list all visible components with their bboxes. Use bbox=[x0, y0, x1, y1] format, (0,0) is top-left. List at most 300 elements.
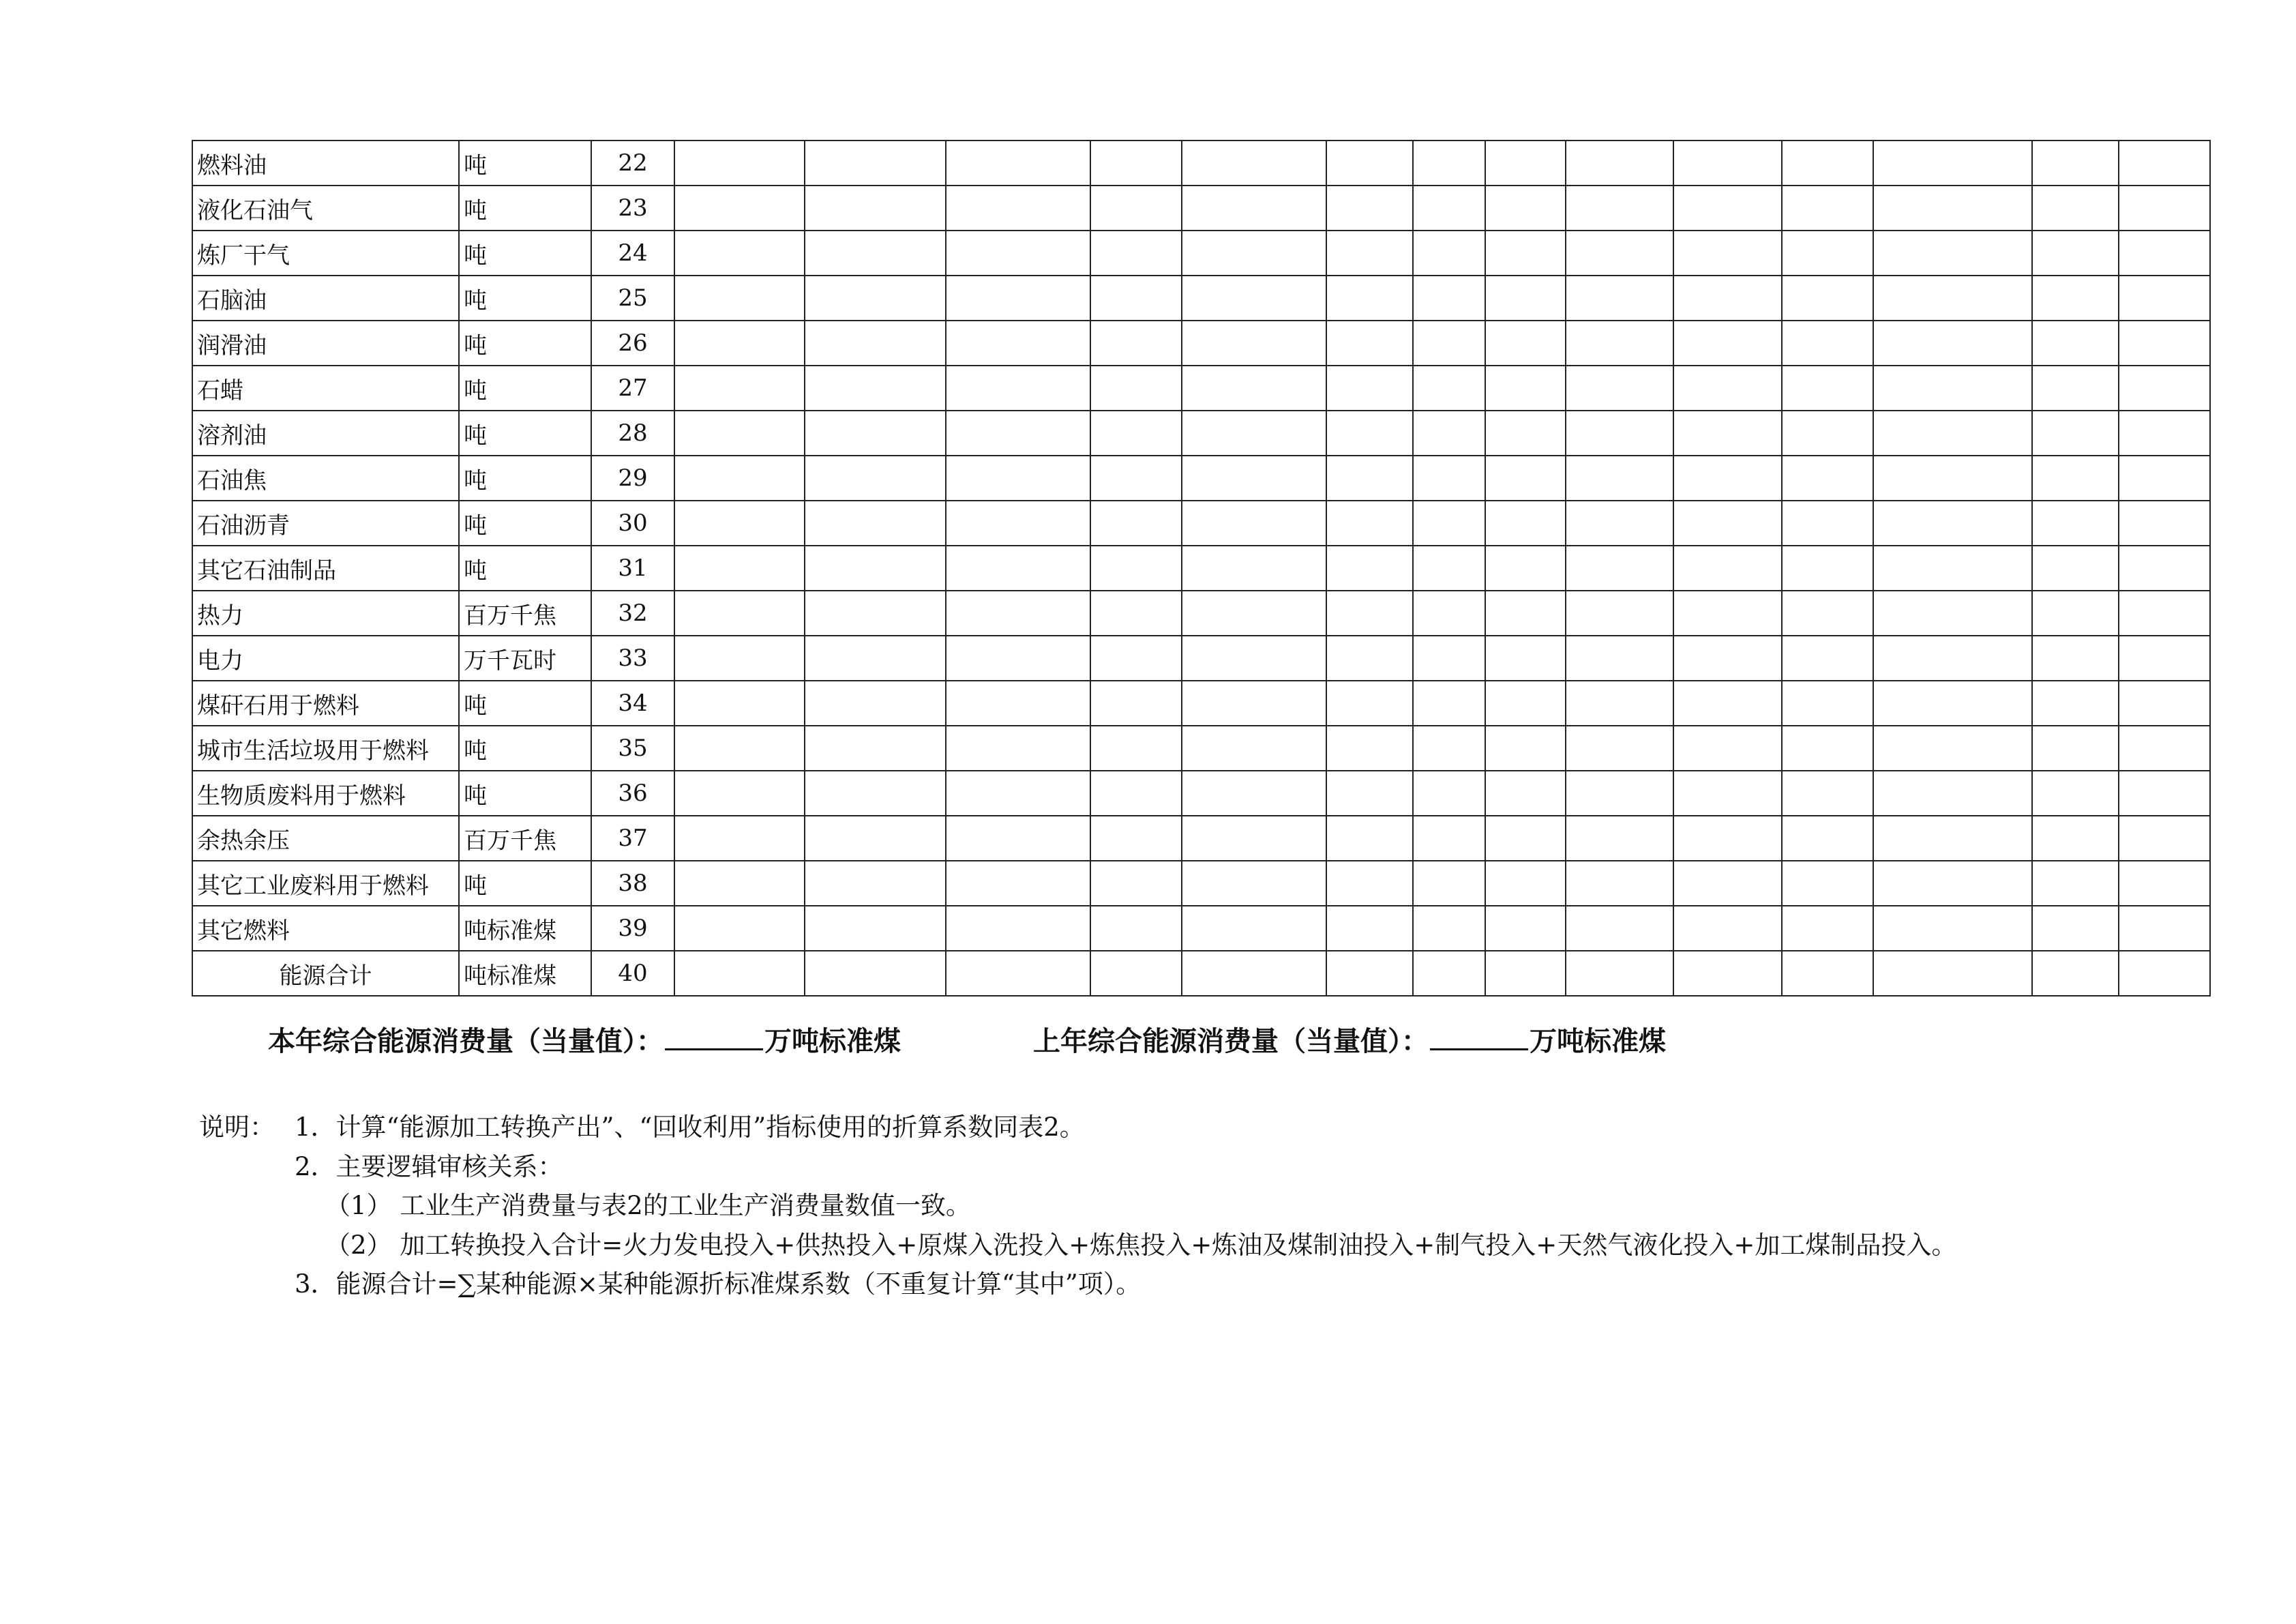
data-cell[interactable] bbox=[946, 186, 1090, 231]
data-cell[interactable] bbox=[2119, 591, 2210, 636]
data-cell[interactable] bbox=[1485, 186, 1566, 231]
data-cell[interactable] bbox=[2119, 501, 2210, 546]
data-cell[interactable] bbox=[2032, 411, 2119, 456]
data-cell[interactable] bbox=[1090, 456, 1182, 501]
data-cell[interactable] bbox=[2119, 366, 2210, 411]
data-cell[interactable] bbox=[946, 321, 1090, 366]
data-cell[interactable] bbox=[1413, 411, 1485, 456]
data-cell[interactable] bbox=[1566, 951, 1673, 996]
data-cell[interactable] bbox=[1413, 861, 1485, 906]
energy-name-cell: 电力 bbox=[192, 636, 459, 681]
data-cell[interactable] bbox=[1413, 231, 1485, 276]
data-cell[interactable] bbox=[1566, 411, 1673, 456]
data-cell[interactable] bbox=[1182, 546, 1326, 591]
data-cell[interactable] bbox=[674, 501, 805, 546]
data-cell[interactable] bbox=[1673, 186, 1782, 231]
data-cell[interactable] bbox=[1182, 726, 1326, 771]
data-cell[interactable] bbox=[1873, 501, 2032, 546]
energy-name-cell: 煤矸石用于燃料 bbox=[192, 681, 459, 726]
data-cell[interactable] bbox=[946, 771, 1090, 816]
energy-name-cell: 其它工业废料用于燃料 bbox=[192, 861, 459, 906]
data-cell[interactable] bbox=[1782, 321, 1873, 366]
data-cell[interactable] bbox=[1873, 681, 2032, 726]
table-row bbox=[192, 411, 2210, 456]
data-cell[interactable] bbox=[1326, 231, 1413, 276]
data-cell[interactable] bbox=[674, 906, 805, 951]
data-cell[interactable] bbox=[1413, 366, 1485, 411]
data-cell[interactable] bbox=[1485, 366, 1566, 411]
data-cell[interactable] bbox=[1782, 231, 1873, 276]
code-cell: 29 bbox=[591, 456, 674, 501]
data-cell[interactable] bbox=[1326, 141, 1413, 186]
data-cell[interactable] bbox=[1326, 321, 1413, 366]
data-cell[interactable] bbox=[1485, 906, 1566, 951]
data-cell[interactable] bbox=[2119, 861, 2210, 906]
data-cell[interactable] bbox=[2119, 771, 2210, 816]
data-cell[interactable] bbox=[1485, 411, 1566, 456]
data-cell[interactable] bbox=[1326, 546, 1413, 591]
data-cell[interactable] bbox=[1413, 906, 1485, 951]
data-cell[interactable] bbox=[2032, 231, 2119, 276]
code-cell: 34 bbox=[591, 681, 674, 726]
data-cell[interactable] bbox=[1566, 636, 1673, 681]
data-cell[interactable] bbox=[2032, 636, 2119, 681]
data-cell[interactable] bbox=[1566, 861, 1673, 906]
data-cell[interactable] bbox=[1485, 951, 1566, 996]
table-row bbox=[192, 276, 2210, 321]
data-cell[interactable] bbox=[1090, 681, 1182, 726]
energy-name-cell: 燃料油 bbox=[192, 141, 459, 186]
data-cell[interactable] bbox=[1182, 816, 1326, 861]
data-cell[interactable] bbox=[2119, 411, 2210, 456]
data-cell[interactable] bbox=[1090, 276, 1182, 321]
data-cell[interactable] bbox=[1873, 861, 2032, 906]
data-cell[interactable] bbox=[1326, 816, 1413, 861]
data-cell[interactable] bbox=[1873, 906, 2032, 951]
table-row bbox=[192, 816, 2210, 861]
data-cell[interactable] bbox=[2032, 276, 2119, 321]
data-cell[interactable] bbox=[674, 276, 805, 321]
data-cell[interactable] bbox=[1485, 726, 1566, 771]
data-cell[interactable] bbox=[1485, 591, 1566, 636]
data-cell[interactable] bbox=[805, 591, 946, 636]
data-cell[interactable] bbox=[1485, 321, 1566, 366]
data-cell[interactable] bbox=[674, 591, 805, 636]
data-cell[interactable] bbox=[1873, 141, 2032, 186]
last-year-blank[interactable] bbox=[1430, 1028, 1528, 1050]
data-cell[interactable] bbox=[1326, 636, 1413, 681]
energy-name-cell: 热力 bbox=[192, 591, 459, 636]
data-cell[interactable] bbox=[805, 771, 946, 816]
data-cell[interactable] bbox=[1873, 186, 2032, 231]
data-cell[interactable] bbox=[1782, 411, 1873, 456]
data-cell[interactable] bbox=[1326, 726, 1413, 771]
data-cell[interactable] bbox=[1782, 141, 1873, 186]
data-cell[interactable] bbox=[1673, 591, 1782, 636]
last-year-label: 上年综合能源消费量（当量值）： bbox=[1033, 1026, 1429, 1057]
data-cell[interactable] bbox=[1090, 906, 1182, 951]
data-cell[interactable] bbox=[1485, 501, 1566, 546]
data-cell[interactable] bbox=[2032, 321, 2119, 366]
data-cell[interactable] bbox=[1873, 411, 2032, 456]
data-cell[interactable] bbox=[805, 231, 946, 276]
table-row bbox=[192, 726, 2210, 771]
data-cell[interactable] bbox=[1673, 366, 1782, 411]
data-cell[interactable] bbox=[1566, 906, 1673, 951]
data-cell[interactable] bbox=[805, 276, 946, 321]
data-cell[interactable] bbox=[2032, 186, 2119, 231]
data-cell[interactable] bbox=[1182, 861, 1326, 906]
data-cell[interactable] bbox=[1782, 546, 1873, 591]
data-cell[interactable] bbox=[1413, 141, 1485, 186]
data-cell[interactable] bbox=[1566, 141, 1673, 186]
data-cell[interactable] bbox=[1182, 231, 1326, 276]
data-cell[interactable] bbox=[2119, 951, 2210, 996]
data-cell[interactable] bbox=[1782, 861, 1873, 906]
data-cell[interactable] bbox=[805, 681, 946, 726]
data-cell[interactable] bbox=[1485, 636, 1566, 681]
data-cell[interactable] bbox=[674, 141, 805, 186]
data-cell[interactable] bbox=[1566, 231, 1673, 276]
data-cell[interactable] bbox=[1673, 636, 1782, 681]
data-cell[interactable] bbox=[1485, 771, 1566, 816]
data-cell[interactable] bbox=[2119, 546, 2210, 591]
data-cell[interactable] bbox=[1413, 681, 1485, 726]
data-cell[interactable] bbox=[1413, 816, 1485, 861]
data-cell[interactable] bbox=[1673, 456, 1782, 501]
unit-cell: 吨 bbox=[459, 141, 591, 186]
data-cell[interactable] bbox=[946, 411, 1090, 456]
data-cell[interactable] bbox=[1413, 186, 1485, 231]
data-cell[interactable] bbox=[1485, 231, 1566, 276]
data-cell[interactable] bbox=[2119, 816, 2210, 861]
data-cell[interactable] bbox=[1873, 231, 2032, 276]
table-row bbox=[192, 636, 2210, 681]
data-cell[interactable] bbox=[946, 861, 1090, 906]
data-cell[interactable] bbox=[2119, 726, 2210, 771]
energy-name-cell: 石油焦 bbox=[192, 456, 459, 501]
data-cell[interactable] bbox=[1413, 951, 1485, 996]
data-cell[interactable] bbox=[1326, 906, 1413, 951]
data-cell[interactable] bbox=[1326, 186, 1413, 231]
table-row bbox=[192, 906, 2210, 951]
data-cell[interactable] bbox=[1566, 726, 1673, 771]
data-cell[interactable] bbox=[1326, 681, 1413, 726]
data-cell[interactable] bbox=[674, 366, 805, 411]
data-cell[interactable] bbox=[1673, 231, 1782, 276]
data-cell[interactable] bbox=[1326, 366, 1413, 411]
data-cell[interactable] bbox=[1413, 456, 1485, 501]
data-cell[interactable] bbox=[1782, 591, 1873, 636]
data-cell[interactable] bbox=[1873, 546, 2032, 591]
table-row bbox=[192, 951, 2210, 996]
data-cell[interactable] bbox=[1090, 636, 1182, 681]
data-cell[interactable] bbox=[1782, 501, 1873, 546]
data-cell[interactable] bbox=[805, 546, 946, 591]
data-cell[interactable] bbox=[805, 636, 946, 681]
data-cell[interactable] bbox=[1182, 636, 1326, 681]
data-cell[interactable] bbox=[805, 186, 946, 231]
data-cell[interactable] bbox=[946, 501, 1090, 546]
data-cell[interactable] bbox=[1485, 141, 1566, 186]
data-cell[interactable] bbox=[2119, 186, 2210, 231]
data-cell[interactable] bbox=[946, 681, 1090, 726]
data-cell[interactable] bbox=[2032, 591, 2119, 636]
current-year-blank[interactable] bbox=[665, 1028, 763, 1050]
data-cell[interactable] bbox=[1090, 186, 1182, 231]
data-cell[interactable] bbox=[946, 231, 1090, 276]
data-cell[interactable] bbox=[805, 321, 946, 366]
data-cell[interactable] bbox=[1413, 276, 1485, 321]
data-cell[interactable] bbox=[1873, 456, 2032, 501]
data-cell[interactable] bbox=[1090, 366, 1182, 411]
data-cell[interactable] bbox=[1673, 906, 1782, 951]
data-cell[interactable] bbox=[946, 141, 1090, 186]
data-cell[interactable] bbox=[2032, 951, 2119, 996]
data-cell[interactable] bbox=[805, 951, 946, 996]
note-item-2-1: （1） 工业生产消费量与表2的工业生产消费量数值一致。 bbox=[325, 1191, 971, 1220]
data-cell[interactable] bbox=[1326, 501, 1413, 546]
data-cell[interactable] bbox=[1673, 726, 1782, 771]
data-cell[interactable] bbox=[1182, 501, 1326, 546]
data-cell[interactable] bbox=[1673, 951, 1782, 996]
data-cell[interactable] bbox=[1566, 591, 1673, 636]
data-cell[interactable] bbox=[1673, 681, 1782, 726]
data-cell[interactable] bbox=[2032, 456, 2119, 501]
data-cell[interactable] bbox=[1673, 546, 1782, 591]
data-cell[interactable] bbox=[1566, 501, 1673, 546]
data-cell[interactable] bbox=[1873, 366, 2032, 411]
data-cell[interactable] bbox=[2119, 456, 2210, 501]
data-cell[interactable] bbox=[1673, 276, 1782, 321]
code-cell: 35 bbox=[591, 726, 674, 771]
data-cell[interactable] bbox=[1090, 861, 1182, 906]
data-cell[interactable] bbox=[674, 951, 805, 996]
data-cell[interactable] bbox=[2032, 366, 2119, 411]
data-cell[interactable] bbox=[2119, 906, 2210, 951]
data-cell[interactable] bbox=[2119, 276, 2210, 321]
unit-cell: 吨 bbox=[459, 276, 591, 321]
data-cell[interactable] bbox=[805, 726, 946, 771]
data-cell[interactable] bbox=[1673, 816, 1782, 861]
data-cell[interactable] bbox=[2119, 141, 2210, 186]
data-cell[interactable] bbox=[1782, 276, 1873, 321]
data-cell[interactable] bbox=[1326, 861, 1413, 906]
data-cell[interactable] bbox=[946, 951, 1090, 996]
data-cell[interactable] bbox=[1782, 366, 1873, 411]
data-cell[interactable] bbox=[805, 411, 946, 456]
data-cell[interactable] bbox=[1873, 591, 2032, 636]
data-cell[interactable] bbox=[1413, 771, 1485, 816]
data-cell[interactable] bbox=[2032, 816, 2119, 861]
data-cell[interactable] bbox=[805, 501, 946, 546]
data-cell[interactable] bbox=[1326, 411, 1413, 456]
data-cell[interactable] bbox=[2032, 906, 2119, 951]
data-cell[interactable] bbox=[1090, 231, 1182, 276]
data-cell[interactable] bbox=[1182, 951, 1326, 996]
code-cell: 32 bbox=[591, 591, 674, 636]
data-cell[interactable] bbox=[1182, 141, 1326, 186]
data-cell[interactable] bbox=[1485, 456, 1566, 501]
data-cell[interactable] bbox=[1326, 456, 1413, 501]
unit-cell: 吨 bbox=[459, 771, 591, 816]
data-cell[interactable] bbox=[1090, 321, 1182, 366]
table-row bbox=[192, 546, 2210, 591]
data-cell[interactable] bbox=[1566, 681, 1673, 726]
data-cell[interactable] bbox=[946, 816, 1090, 861]
data-cell[interactable] bbox=[1673, 861, 1782, 906]
data-cell[interactable] bbox=[1782, 186, 1873, 231]
data-cell[interactable] bbox=[2032, 501, 2119, 546]
data-cell[interactable] bbox=[2119, 321, 2210, 366]
data-cell[interactable] bbox=[2032, 861, 2119, 906]
data-cell[interactable] bbox=[1182, 411, 1326, 456]
data-cell[interactable] bbox=[1182, 771, 1326, 816]
data-cell[interactable] bbox=[1873, 951, 2032, 996]
data-cell[interactable] bbox=[1873, 636, 2032, 681]
data-cell[interactable] bbox=[1782, 726, 1873, 771]
data-cell[interactable] bbox=[674, 771, 805, 816]
data-cell[interactable] bbox=[1090, 546, 1182, 591]
data-cell[interactable] bbox=[946, 456, 1090, 501]
data-cell[interactable] bbox=[1673, 501, 1782, 546]
data-cell[interactable] bbox=[1673, 771, 1782, 816]
data-cell[interactable] bbox=[1413, 321, 1485, 366]
data-cell[interactable] bbox=[2032, 681, 2119, 726]
data-cell[interactable] bbox=[1413, 636, 1485, 681]
table-row bbox=[192, 231, 2210, 276]
data-cell[interactable] bbox=[1782, 906, 1873, 951]
data-cell[interactable] bbox=[1873, 276, 2032, 321]
data-cell[interactable] bbox=[1182, 321, 1326, 366]
data-cell[interactable] bbox=[1782, 816, 1873, 861]
data-cell[interactable] bbox=[2119, 681, 2210, 726]
data-cell[interactable] bbox=[2032, 726, 2119, 771]
data-cell[interactable] bbox=[1873, 321, 2032, 366]
data-cell[interactable] bbox=[1090, 726, 1182, 771]
data-cell[interactable] bbox=[1090, 501, 1182, 546]
data-cell[interactable] bbox=[1182, 366, 1326, 411]
code-cell: 33 bbox=[591, 636, 674, 681]
data-cell[interactable] bbox=[1326, 771, 1413, 816]
data-cell[interactable] bbox=[2032, 141, 2119, 186]
energy-name-cell: 石脑油 bbox=[192, 276, 459, 321]
data-cell[interactable] bbox=[805, 906, 946, 951]
data-cell[interactable] bbox=[674, 411, 805, 456]
data-cell[interactable] bbox=[1090, 771, 1182, 816]
data-cell[interactable] bbox=[1090, 816, 1182, 861]
data-cell[interactable] bbox=[946, 906, 1090, 951]
data-cell[interactable] bbox=[946, 546, 1090, 591]
data-cell[interactable] bbox=[1566, 546, 1673, 591]
data-cell[interactable] bbox=[674, 321, 805, 366]
data-cell[interactable] bbox=[946, 591, 1090, 636]
data-cell[interactable] bbox=[1485, 861, 1566, 906]
data-cell[interactable] bbox=[2032, 771, 2119, 816]
data-cell[interactable] bbox=[1782, 951, 1873, 996]
unit-cell: 吨标准煤 bbox=[459, 951, 591, 996]
data-cell[interactable] bbox=[674, 726, 805, 771]
data-cell[interactable] bbox=[805, 861, 946, 906]
data-cell[interactable] bbox=[1782, 771, 1873, 816]
data-cell[interactable] bbox=[674, 636, 805, 681]
data-cell[interactable] bbox=[1090, 591, 1182, 636]
data-cell[interactable] bbox=[1182, 591, 1326, 636]
data-cell[interactable] bbox=[1182, 681, 1326, 726]
data-cell[interactable] bbox=[674, 861, 805, 906]
data-cell[interactable] bbox=[1566, 186, 1673, 231]
data-cell[interactable] bbox=[1673, 411, 1782, 456]
data-cell[interactable] bbox=[1413, 591, 1485, 636]
data-cell[interactable] bbox=[1413, 726, 1485, 771]
data-cell[interactable] bbox=[1673, 321, 1782, 366]
data-cell[interactable] bbox=[2119, 231, 2210, 276]
data-cell[interactable] bbox=[2032, 546, 2119, 591]
data-cell[interactable] bbox=[1182, 186, 1326, 231]
data-cell[interactable] bbox=[1182, 276, 1326, 321]
data-cell[interactable] bbox=[1182, 456, 1326, 501]
data-cell[interactable] bbox=[674, 231, 805, 276]
data-cell[interactable] bbox=[1326, 276, 1413, 321]
data-cell[interactable] bbox=[1873, 726, 2032, 771]
data-cell[interactable] bbox=[1566, 816, 1673, 861]
data-cell[interactable] bbox=[1090, 411, 1182, 456]
data-cell[interactable] bbox=[805, 366, 946, 411]
data-cell[interactable] bbox=[1566, 366, 1673, 411]
data-cell[interactable] bbox=[1873, 816, 2032, 861]
data-cell[interactable] bbox=[1485, 546, 1566, 591]
data-cell[interactable] bbox=[2119, 636, 2210, 681]
data-cell[interactable] bbox=[1485, 276, 1566, 321]
data-cell[interactable] bbox=[805, 456, 946, 501]
data-cell[interactable] bbox=[1326, 951, 1413, 996]
data-cell[interactable] bbox=[1182, 906, 1326, 951]
data-cell[interactable] bbox=[1090, 951, 1182, 996]
data-cell[interactable] bbox=[1566, 321, 1673, 366]
data-cell[interactable] bbox=[1485, 816, 1566, 861]
data-cell[interactable] bbox=[946, 366, 1090, 411]
energy-name-cell: 余热余压 bbox=[192, 816, 459, 861]
data-cell[interactable] bbox=[1413, 546, 1485, 591]
data-cell[interactable] bbox=[946, 636, 1090, 681]
unit-cell: 万千瓦时 bbox=[459, 636, 591, 681]
data-cell[interactable] bbox=[1090, 141, 1182, 186]
data-cell[interactable] bbox=[1673, 141, 1782, 186]
data-cell[interactable] bbox=[805, 141, 946, 186]
current-year-label: 本年综合能源消费量（当量值）： bbox=[268, 1026, 664, 1057]
data-cell[interactable] bbox=[1782, 636, 1873, 681]
data-cell[interactable] bbox=[1566, 771, 1673, 816]
data-cell[interactable] bbox=[674, 456, 805, 501]
table-row bbox=[192, 591, 2210, 636]
data-cell[interactable] bbox=[674, 681, 805, 726]
data-cell[interactable] bbox=[1485, 681, 1566, 726]
data-cell[interactable] bbox=[1326, 591, 1413, 636]
data-cell[interactable] bbox=[674, 816, 805, 861]
data-cell[interactable] bbox=[1566, 456, 1673, 501]
data-cell[interactable] bbox=[946, 726, 1090, 771]
data-cell[interactable] bbox=[674, 186, 805, 231]
data-cell[interactable] bbox=[674, 546, 805, 591]
data-cell[interactable] bbox=[1413, 501, 1485, 546]
data-cell[interactable] bbox=[1873, 771, 2032, 816]
data-cell[interactable] bbox=[1566, 276, 1673, 321]
data-cell[interactable] bbox=[1782, 456, 1873, 501]
code-cell: 24 bbox=[591, 231, 674, 276]
data-cell[interactable] bbox=[946, 276, 1090, 321]
data-cell[interactable] bbox=[1782, 681, 1873, 726]
data-cell[interactable] bbox=[805, 816, 946, 861]
